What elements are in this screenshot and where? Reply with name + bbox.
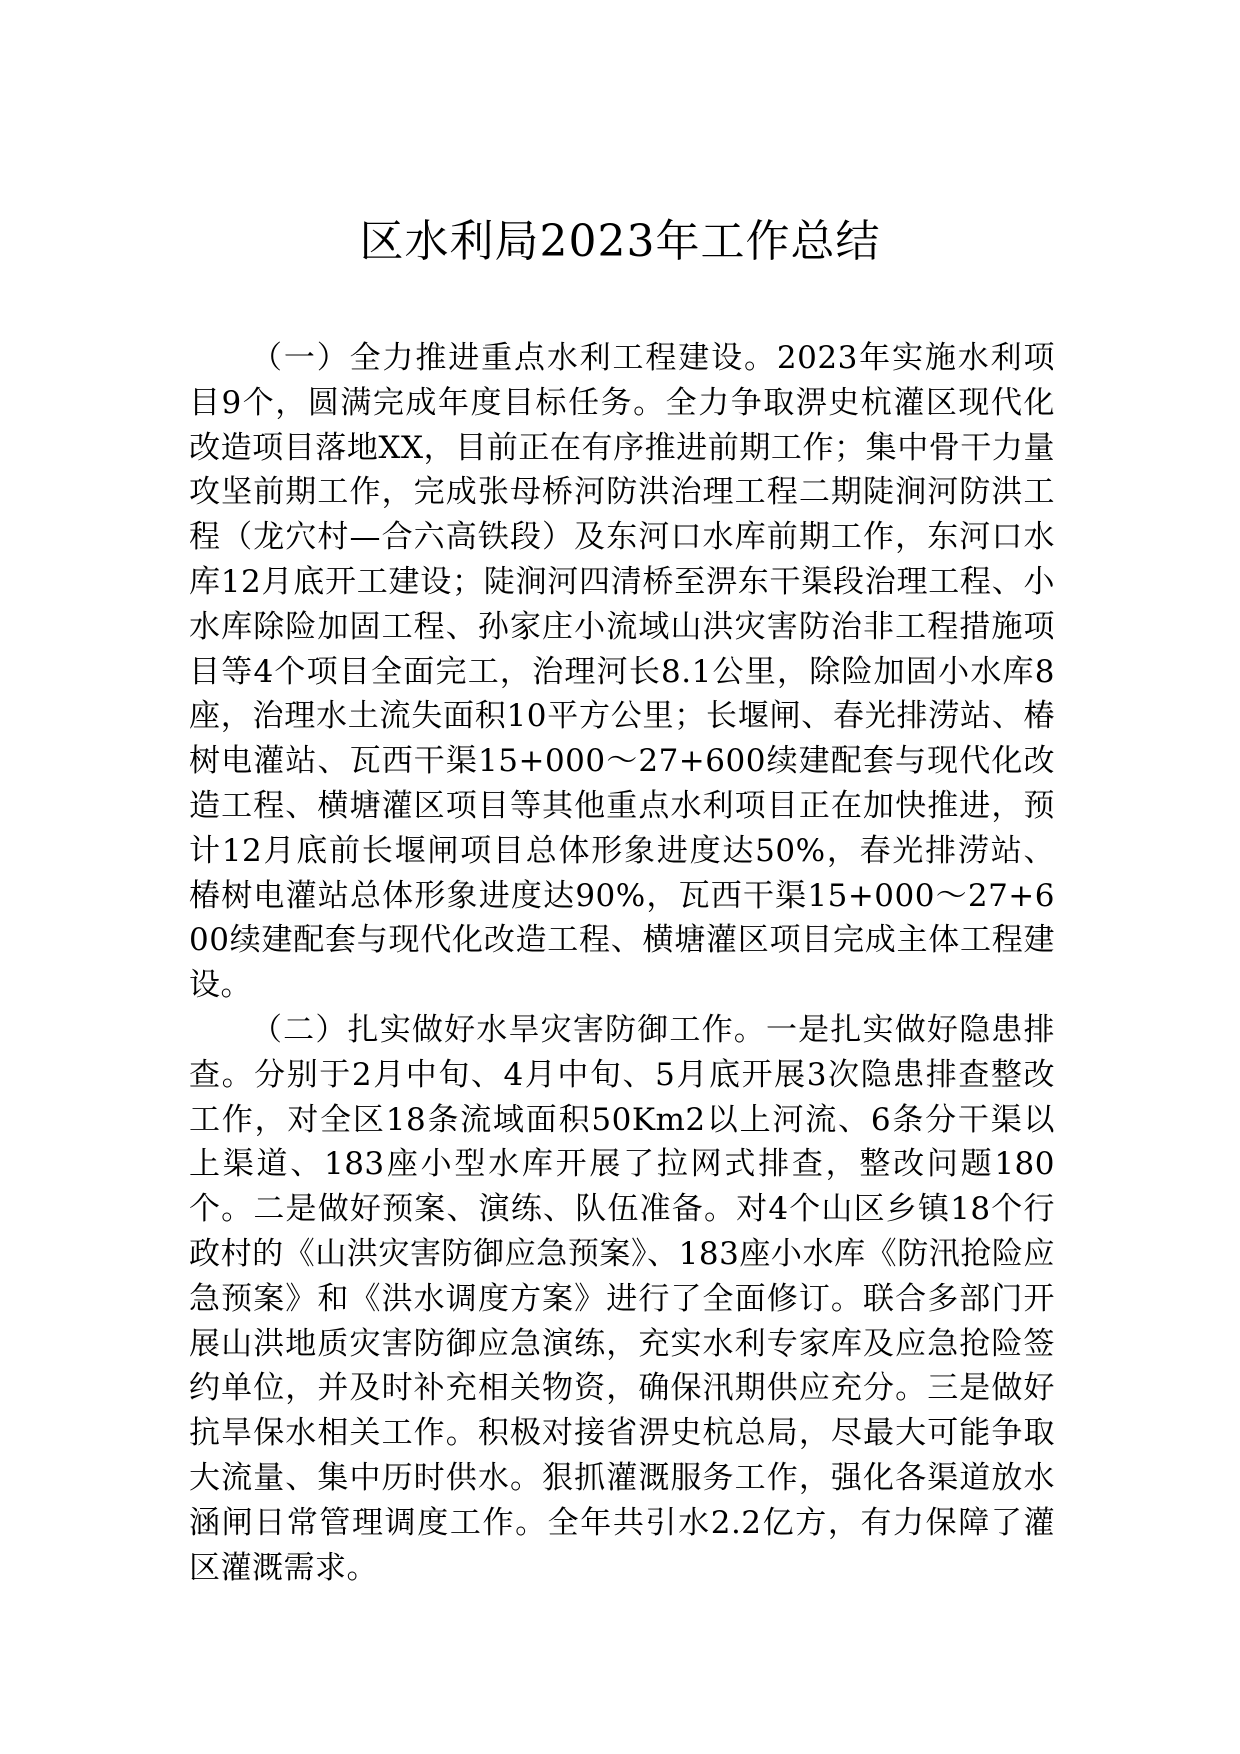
document-body bbox=[189, 336, 1055, 1590]
document-title: 区水利局2023年工作总结 bbox=[359, 216, 881, 267]
paragraph-1: （一）全力推进重点水利工程建设。2023年实施水利项目9个，圆满完成年度目标任务。全力争取淠史杭灌区现代化改造项目落地XX，目前正在有序推进前期工作；集中骨干力量攻坚前期工作，完成张母桥河防洪治理工程二期陡涧河防洪工程（龙穴村—合六高铁段）及东河口水库前期工作，东河口水库12月底开工建设；陡涧河四清桥至淠东干渠段治理工程、小水库除险加固工程、孙家庄小流域山洪灾害防治非工程措施项目等4个项目全面完工，治理河长8.1公里，除险加固小水库8座，治理水土流失面积10平方公里；长堰闸、春光排涝站、椿树电灌站、瓦西干渠15+000～27+600续建配套与现代化改造工程、横塘灌区项目等其他重点水利项目正在加快推进，预计12月底前长堰闸项目总体形象进度达50%，春光排涝站、椿树电灌站总体形象进度达90%，瓦西干渠15+000～27+600续建配套与现代化改造工程、横塘灌区项目完成主体工程建设。 bbox=[189, 340, 1055, 1004]
paragraph-2: （二）扎实做好水旱灾害防御工作。一是扎实做好隐患排查。分别于2月中旬、4月中旬、5月底开展3次隐患排查整改工作，对全区18条流域面积50Km2以上河流、6条分干渠以上渠道、183座小型水库开展了拉网式排查，整改问题180个。二是做好预案、演练、队伍准备。对4个山区乡镇18个行政村的《山洪灾害防御应急预案》、183座小水库《防汛抢险应急预案》和《洪水调度方案》进行了全面修订。联合多部门开展山洪地质灾害防御应急演练，充实水利专家库及应急抢险签约单位，并及时补充相关物资，确保汛期供应充分。三是做好抗旱保水相关工作。积极对接省淠史杭总局，尽最大可能争取大流量、集中历时供水。狠抓灌溉服务工作，强化各渠道放水涵闸日常管理调度工作。全年共引水2.2亿方，有力保障了灌区灌溉需求。 bbox=[189, 1011, 1055, 1586]
